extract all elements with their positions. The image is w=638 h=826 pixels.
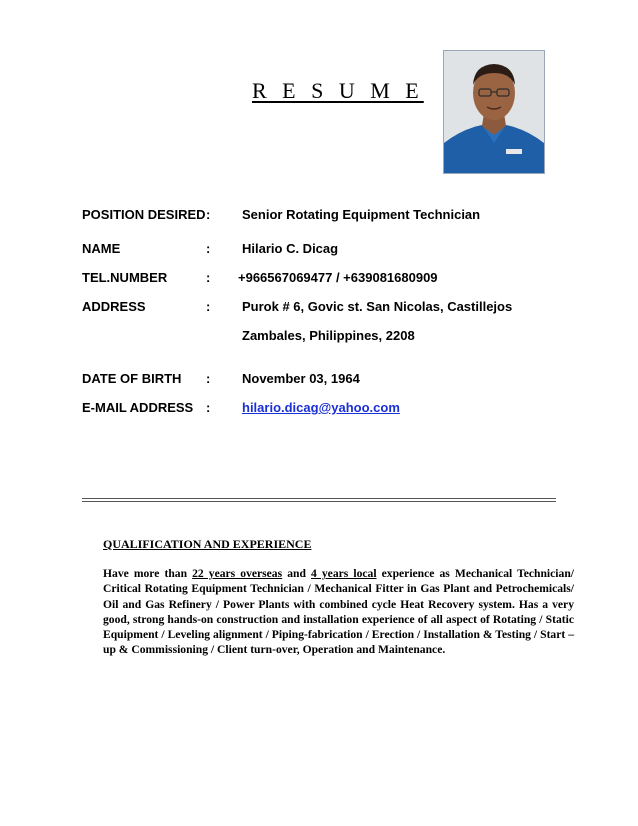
resume-title: R E S U M E <box>252 78 424 103</box>
qualification-paragraph <box>103 566 574 658</box>
field-colon: : <box>206 207 211 222</box>
overseas-years: 22 years overseas <box>192 567 283 580</box>
field-value: Hilario C. Dicag <box>242 241 339 256</box>
field-label: POSITION DESIRED <box>82 207 206 222</box>
field-colon: : <box>206 299 211 314</box>
field-label: NAME <box>82 241 121 256</box>
field-value: Purok # 6, Govic st. San Nicolas, Castillejos <box>242 299 513 314</box>
field-value: Zambales, Philippines, 2208 <box>242 328 415 343</box>
field-label: E-MAIL ADDRESS <box>82 400 194 415</box>
portrait-photo <box>443 50 545 174</box>
portrait-photo-icon <box>444 51 544 173</box>
field-colon: : <box>206 241 211 256</box>
field-colon: : <box>206 371 211 386</box>
field-label: ADDRESS <box>82 299 146 314</box>
local-years: 4 years local <box>311 567 377 580</box>
field-label: DATE OF BIRTH <box>82 371 182 386</box>
qualification-intro: Have more than <box>103 567 193 580</box>
field-value: +966567069477 / +639081680909 <box>238 270 438 285</box>
email-link[interactable]: hilario.dicag@yahoo.com <box>242 400 400 415</box>
field-label: TEL.NUMBER <box>82 270 168 285</box>
field-value: Senior Rotating Equipment Technician <box>242 207 481 222</box>
field-colon: : <box>206 400 211 415</box>
field-colon: : <box>206 270 211 285</box>
section-divider <box>82 498 556 502</box>
qualification-rest: experience as Mechanical Technician/ Critical Rotating Equipment Technician / Mechanical Fitter in Gas Plant and Petrochemicals/ Oil and Gas Refinery / Power Plants with combined cycle Heat Recovery system. Has a very good, strong hands-on construction and installation experience of all aspect of Rotating / Static Equipment / Leveling alignment / Piping-fabrication / Erection / Installation & Testing / Start – up & Commissioning / Client turn-over, Operation and Maintenance. <box>103 567 574 657</box>
qualification-heading: QUALIFICATION AND EXPERIENCE <box>103 537 312 551</box>
field-value: November 03, 1964 <box>242 371 360 386</box>
qualification-and: and <box>282 567 311 580</box>
